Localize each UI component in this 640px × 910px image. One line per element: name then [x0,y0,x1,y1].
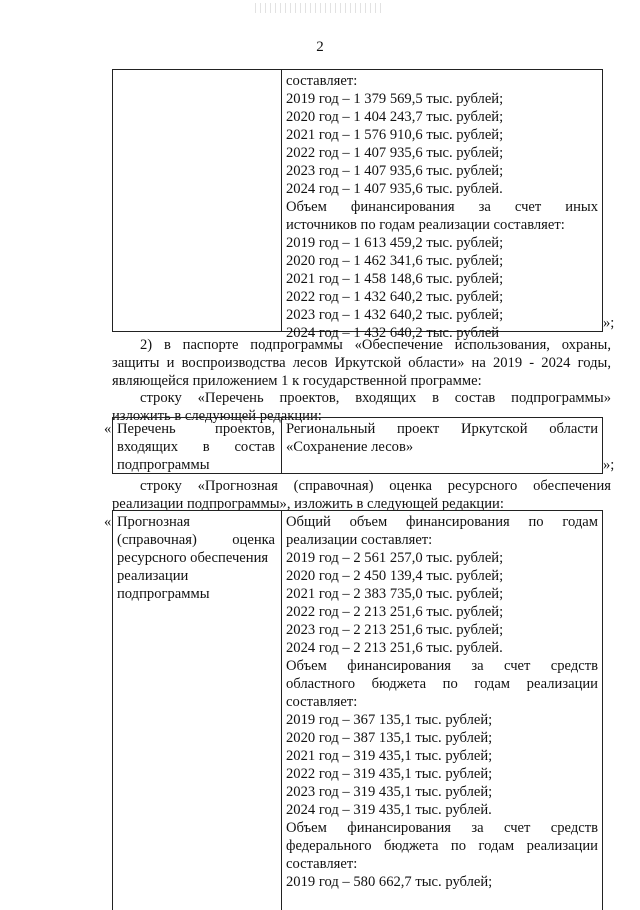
text-line: «Сохранение лесов» [286,439,414,455]
paragraph-subprogram-passport [112,336,611,390]
text-line: 2020 год – 387 135,1 тыс. рублей; [286,730,493,746]
closing-quote-mark: »; [603,315,615,331]
table-cell-left [113,70,281,331]
text-line: Объем финансирования за счет средств [286,658,598,674]
text-line: 2020 год – 2 450 139,4 тыс. рублей; [286,568,504,584]
table-continuation [112,69,603,341]
text-line: Общий объем финансирования по годам [286,514,598,530]
text-line: составляет: [286,856,358,872]
text-line: 2022 год – 319 435,1 тыс. рублей; [286,766,493,782]
text-line: изложить в следующей редакции: [112,408,322,424]
text-line: областного бюджета по годам реализации [286,676,598,692]
text-line: строку «Перечень проектов, входящих в состав подпрограммы» [140,390,611,406]
text-line: составляет: [286,73,358,89]
text-line: 2023 год – 1 432 640,2 тыс. рублей; [286,307,504,323]
text-line: Объем финансирования за счет иных [286,199,598,215]
text-line: реализации составляет: [286,532,433,548]
text-line: 2019 год – 1 613 459,2 тыс. рублей; [286,235,504,251]
text-line: Региональный проект Иркутской области [286,421,598,437]
text-line: (справочная) оценка [117,532,275,548]
text-line: 2020 год – 1 404 243,7 тыс. рублей; [286,109,504,125]
text-line: 2024 год – 319 435,1 тыс. рублей. [286,802,492,818]
closing-quote-mark: »; [603,457,615,473]
text-line: строку «Прогнозная (справочная) оценка ресурсного обеспечения [140,478,611,494]
text-line: 2021 год – 2 383 735,0 тыс. рублей; [286,586,504,602]
text-line: реализации подпрограммы», изложить в следующей редакции: [112,496,504,512]
text-line: источников по годам реализации составляет: [286,217,565,233]
text-line: 2022 год – 1 407 935,6 тыс. рублей; [286,145,504,161]
table-cell-left [117,513,275,603]
text-line: реализации [117,568,189,584]
text-line: ресурсного обеспечения [117,550,269,566]
table-column-divider [281,418,282,473]
text-line: 2021 год – 1 458 148,6 тыс. рублей; [286,271,504,287]
text-line: Перечень проектов, [117,421,275,437]
table-projects [112,417,603,474]
table-column-divider [281,70,282,331]
text-line: 2023 год – 1 407 935,6 тыс. рублей; [286,163,504,179]
paragraph-resource-row [112,477,611,513]
text-line: 2021 год – 1 576 910,6 тыс. рублей; [286,127,504,143]
text-line: входящих в состав [117,439,275,455]
text-line: 2019 год – 1 379 569,5 тыс. рублей; [286,91,504,107]
table-column-divider [281,511,282,910]
text-line: подпрограммы [117,457,210,473]
table-cell-right [286,420,598,456]
text-line: Прогнозная [117,514,190,530]
text-line: 2022 год – 2 213 251,6 тыс. рублей; [286,604,504,620]
text-line: 2020 год – 1 462 341,6 тыс. рублей; [286,253,504,269]
page-number: 2 [316,39,324,55]
text-line: 2023 год – 319 435,1 тыс. рублей; [286,784,493,800]
scan-artifact [255,3,385,13]
text-line: 2022 год – 1 432 640,2 тыс. рублей; [286,289,504,305]
opening-quote-mark: « [104,514,112,530]
opening-quote-mark: « [104,421,112,437]
text-line: 2019 год – 580 662,7 тыс. рублей; [286,874,493,890]
text-line: 2023 год – 2 213 251,6 тыс. рублей; [286,622,504,638]
table-cell-right [286,72,598,342]
text-line: защиты и воспроизводства лесов Иркутской области» на 2019 - 2024 годы, [112,355,611,371]
text-line: являющейся приложением 1 к государственной программе: [112,373,482,389]
text-line: 2019 год – 2 561 257,0 тыс. рублей; [286,550,504,566]
text-line: 2024 год – 2 213 251,6 тыс. рублей. [286,640,503,656]
table-cell-left [117,420,275,474]
text-line: федерального бюджета по годам реализации [286,838,598,854]
text-line: 2024 год – 1 407 935,6 тыс. рублей. [286,181,503,197]
text-line: 2019 год – 367 135,1 тыс. рублей; [286,712,493,728]
text-line: 2) в паспорте подпрограммы «Обеспечение использования, охраны, [140,337,611,353]
table-cell-right [286,513,598,891]
table-resource-estimate [112,510,603,910]
text-line: 2021 год – 319 435,1 тыс. рублей; [286,748,493,764]
text-line: 2024 год – 1 432 640,2 тыс. рублей [286,325,500,341]
text-line: подпрограммы [117,586,210,602]
text-line: Объем финансирования за счет средств [286,820,598,836]
text-line: составляет: [286,694,358,710]
